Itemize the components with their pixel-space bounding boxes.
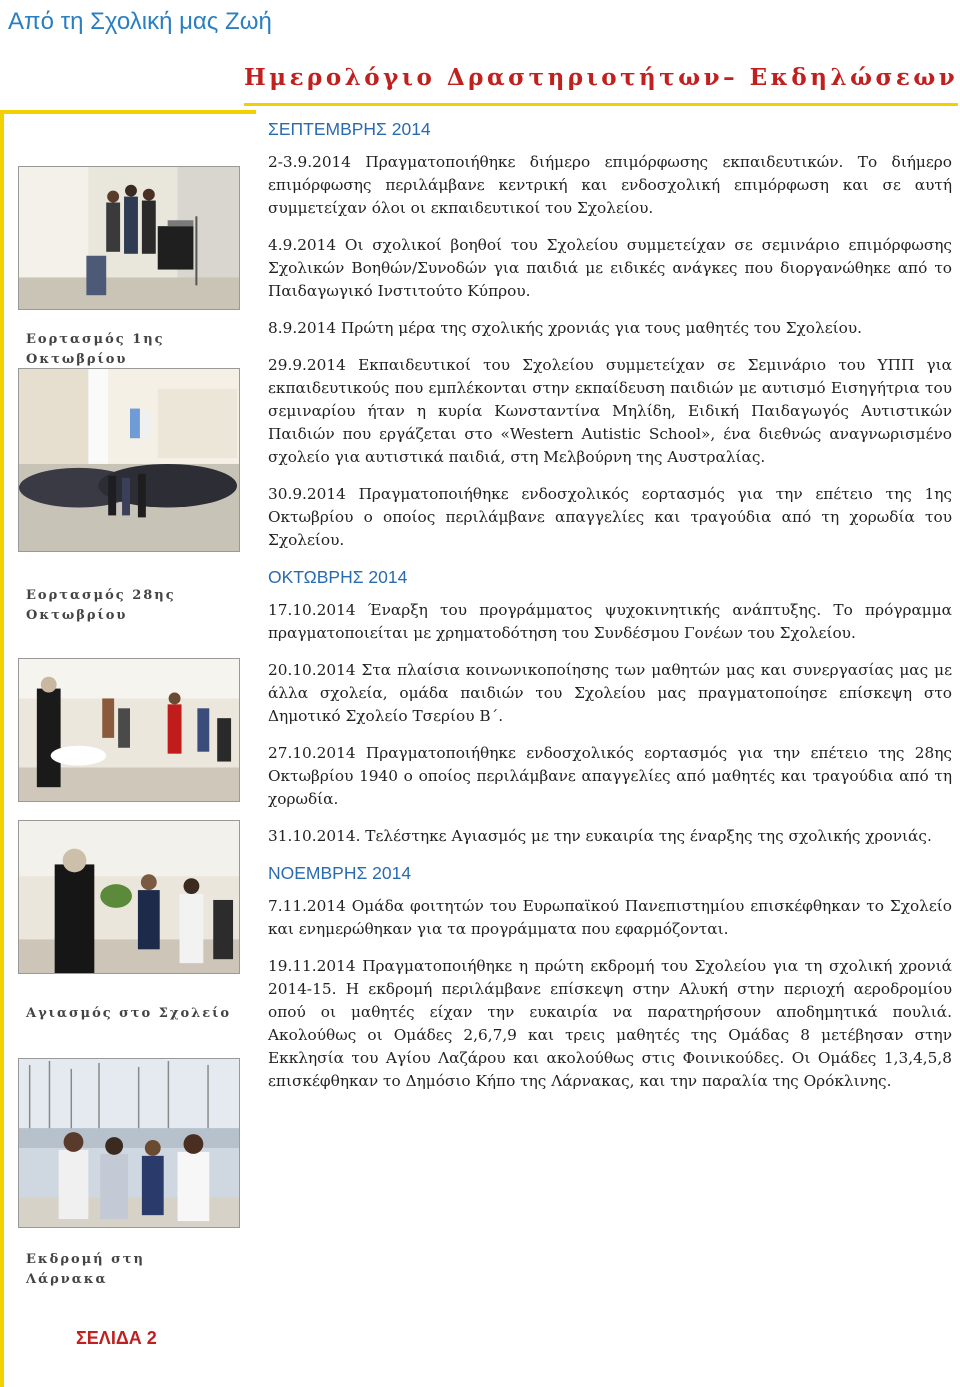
entry-nov-2: 19.11.2014 Πραγματοποιήθηκε η πρώτη εκδρομή του Σχολείου για τη σχολική χρονιά 2014-15. Η εκδρομή περιλάμβανε επίσκεψη στην Αλυκή στην περιοχή αεροδρομίου οπού οι μαθητές είχαν την ευκαιρία να παρατηρήσουν αποδημητικά πουλιά. Ακολούθως οι Ομάδες 2,6,7,9 και τρεις μαθητές της Ομάδας 8 μετέβησαν στην Εκκλησία του Αγίου Λαζάρου και ακολούθως στις Φοινικούδες. Οι Ομάδες 1,3,4,5,8 επισκέφθηκαν το Δημόσιο Κήπο της Λάρνακας, και την παραλία της Ορόκλινης. (268, 957, 952, 1090)
entry-sep-3: 8.9.2014 Πρώτη μέρα της σχολικής χρονιάς για τους μαθητές του Σχολείου. (268, 319, 862, 337)
entry-oct-2: 20.10.2014 Στα πλαίσια κοινωνικοποίησης των μαθητών μας και συνεργασίας μας με άλλα σχολεία, ομάδα παιδιών του Σχολείου μας πραγματοποίησε επίσκεψη στο Δημοτικό Σχολείο Τσερίου Β΄. (268, 661, 952, 725)
entry-oct-3: 27.10.2014 Πραγματοποιήθηκε ενδοσχολικός εορτασμός για την επέτειο της 28ης Οκτωβρίου 1940 ο οποίος περιλάμβανε απαγγελίες από μαθητές και τραγούδια από τη χορωδία. (268, 744, 952, 808)
caption-october-1: Εορτασμός 1ης Οκτωβρίου (26, 332, 165, 367)
activity-calendar (268, 118, 952, 1107)
entry-oct-1: 17.10.2014 Έναρξη του προγράμματος ψυχοκινητικής ανάπτυξης. Το πρόγραμμα πραγματοποιείται με χρηματοδότηση του Συνδέσμου Γονέων του Σχολείου. (268, 601, 952, 642)
entry-sep-1: 2-3.9.2014 Πραγματοποιήθηκε διήμερο επιμόρφωσης εκπαιδευτικών. Το διήμερο επιμόρφωσης περιλάμβανε κεντρική και ενδοσχολική επιμόρφωση και σε αυτή συμμετείχαν όλοι οι εκπαιδευτικοί του Σχολείου. (268, 153, 952, 217)
month-heading-november: ΝΟΕΜΒΡΗΣ 2014 (268, 863, 412, 883)
caption-larnaca-trip: Εκδρομή στη Λάρνακα (26, 1252, 145, 1287)
photo-larnaca-trip (18, 1058, 240, 1228)
month-heading-september: ΣΕΠΤΕΜΒΡΗΣ 2014 (268, 119, 431, 139)
entry-oct-4: 31.10.2014. Τελέστηκε Αγιασμός με την ευκαιρία της έναρξης της σχολικής χρονιάς. (268, 827, 932, 845)
entry-nov-1: 7.11.2014 Ομάδα φοιτητών του Ευρωπαϊκού Πανεπιστημίου επισκέφθηκαν το Σχολείο και ενημερώθηκαν για τα προγράμματα που εφαρμόζονται. (268, 897, 952, 938)
caption-blessing: Αγιασμός στο Σχολείο (26, 1006, 232, 1021)
page-title: Ημερολόγιο Δραστηριοτήτων– Εκδηλώσεων (244, 64, 959, 91)
photo-october-1-celebration (18, 166, 240, 310)
section-title: Από τη Σχολική μας Ζωή (8, 8, 272, 35)
title-divider (244, 103, 958, 106)
page-number: ΣΕΛΙΔΑ 2 (76, 1328, 157, 1348)
photo-blessing-1 (18, 658, 240, 802)
entry-sep-5: 30.9.2014 Πραγματοποιήθηκε ενδοσχολικός εορτασμός για την επέτειο της 1ης Οκτωβρίου ο οποίος περιλάμβανε απαγγελίες και τραγούδια από τη χορωδία του Σχολείου. (268, 485, 952, 549)
caption-october-28: Εορτασμός 28ης Οκτωβρίου (26, 588, 176, 623)
entry-sep-4: 29.9.2014 Εκπαιδευτικοί του Σχολείου συμμετείχαν σε Σεμινάριο του ΥΠΠ για εκπαιδευτικούς που εμπλέκονται στην εκπαίδευση παιδιών με αυτισμό Εισηγήτρια του σεμιναρίου ήταν η κυρία Κωνσταντίνα Μηλίδη, Ειδική Παιδαγωγός Αυτιστικών Παιδιών που εργάζεται στο «Western Autistic School», ένα διεθνώς αναγνωρισμένο σχολείο για αυτιστικά παιδιά, στη Μελβούρνη της Αυστραλίας. (268, 356, 952, 466)
entry-sep-2: 4.9.2014 Οι σχολικοί βοηθοί του Σχολείου συμμετείχαν σε σεμινάριο επιμόρφωσης Σχολικών Βοηθών/Συνοδών για παιδιά με ειδικές ανάγκες που διοργανώθηκε από το Παιδαγωγικό Ινστιτούτο Κύπρου. (268, 236, 952, 300)
photo-october-28-celebration (18, 368, 240, 552)
photo-blessing-2 (18, 820, 240, 974)
month-heading-october: ΟΚΤΩΒΡΗΣ 2014 (268, 567, 408, 587)
